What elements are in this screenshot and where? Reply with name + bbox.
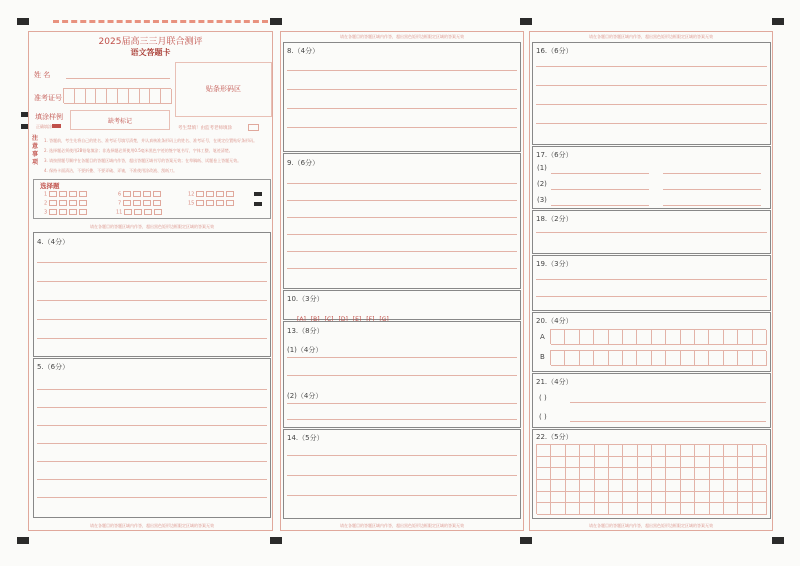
grid-cell[interactable]	[609, 480, 623, 492]
timing-mark	[21, 124, 28, 129]
grid-cell[interactable]	[709, 351, 723, 366]
grid-cell[interactable]	[666, 468, 680, 480]
grid-cell[interactable]	[695, 503, 709, 515]
answer-line[interactable]	[536, 279, 767, 280]
grid-cell[interactable]	[710, 503, 724, 515]
q-number: 6	[118, 191, 122, 198]
grid-cell[interactable]	[681, 492, 695, 504]
grid-cell[interactable]	[609, 457, 623, 469]
grid-cell[interactable]	[96, 89, 107, 104]
choice-row[interactable]	[116, 209, 164, 216]
notes-title: 注意事项	[32, 135, 39, 166]
answer-line[interactable]	[37, 407, 267, 408]
answer-line[interactable]	[37, 389, 267, 390]
grid-cell[interactable]	[537, 445, 551, 457]
exam-no-label: 准考证号	[34, 94, 62, 102]
grid-cell[interactable]	[623, 351, 637, 366]
char-grid[interactable]	[550, 329, 766, 344]
answer-line[interactable]	[287, 108, 517, 109]
grid-cell[interactable]	[595, 503, 609, 515]
grid-cell[interactable]	[724, 468, 738, 480]
grid-cell[interactable]	[566, 503, 580, 515]
grid-cell[interactable]	[594, 330, 608, 345]
grid-cell[interactable]	[710, 492, 724, 504]
grid-cell[interactable]	[566, 445, 580, 457]
question-label: 22.（5分）	[536, 433, 573, 441]
timing-mark	[21, 112, 28, 117]
grid-cell[interactable]	[551, 503, 565, 515]
answer-line[interactable]	[287, 475, 517, 476]
grid-cell[interactable]	[638, 445, 652, 457]
grid-cell[interactable]	[666, 503, 680, 515]
answer-line[interactable]	[37, 425, 267, 426]
grid-cell[interactable]	[566, 468, 580, 480]
grid-cell[interactable]	[595, 492, 609, 504]
answer-box-q5[interactable]	[33, 358, 271, 518]
grid-cell[interactable]	[738, 503, 752, 515]
option-bubble[interactable]: [E]	[352, 316, 362, 323]
q-number: 15	[188, 200, 195, 207]
q-number: 7	[118, 200, 122, 207]
grid-cell[interactable]	[710, 480, 724, 492]
grid-cell[interactable]	[637, 351, 651, 366]
answer-line[interactable]	[287, 89, 517, 90]
grid-cell[interactable]	[565, 351, 579, 366]
grid-cell[interactable]	[738, 480, 752, 492]
grid-cell[interactable]	[695, 330, 709, 345]
grid-cell[interactable]	[724, 445, 738, 457]
grid-cell[interactable]	[623, 445, 637, 457]
note-line: 3. 请按照题号顺序在各题目的答题区域内作答，超出答题区域书写的答案无效；在草稿纸、试题卷上答题无效。	[44, 158, 242, 163]
answer-line[interactable]	[287, 70, 517, 71]
question-label: 9.（6分）	[287, 159, 320, 167]
grid-cell[interactable]	[609, 492, 623, 504]
absent-bubble[interactable]	[248, 124, 259, 131]
boundary-notice: 请在各题目的答题区域内作答，超出黑色矩形边框限定区域的答案无效	[340, 34, 464, 39]
option-bubble[interactable]: [G]	[379, 316, 389, 323]
timing-mark	[270, 537, 282, 544]
grid-cell[interactable]	[637, 330, 651, 345]
grid-cell[interactable]	[638, 480, 652, 492]
answer-box-q16[interactable]	[532, 42, 771, 145]
answer-line[interactable]	[37, 497, 267, 498]
grid-cell[interactable]	[638, 492, 652, 504]
exam-no-grid[interactable]	[63, 88, 171, 103]
char-grid[interactable]	[550, 350, 766, 365]
grid-cell[interactable]	[710, 445, 724, 457]
question-label: 17.（6分）	[536, 151, 573, 159]
name-label: 姓 名	[34, 71, 51, 79]
answer-line[interactable]	[37, 319, 267, 320]
grid-cell[interactable]	[566, 492, 580, 504]
question-label: 20.（4分）	[536, 317, 573, 325]
grid-cell[interactable]	[580, 330, 594, 345]
grid-cell[interactable]	[695, 351, 709, 366]
grid-cell[interactable]	[595, 480, 609, 492]
note-line: 2. 选择题必须使用2B铅笔填涂；非选择题必须使用0.5毫米黑色字迹的签字笔书写，字体工整、笔迹清楚。	[44, 148, 233, 153]
grid-cell[interactable]	[738, 492, 752, 504]
answer-line[interactable]	[287, 251, 517, 252]
question-label: 14.（5分）	[287, 434, 324, 442]
answer-line[interactable]	[287, 217, 517, 218]
grid-cell[interactable]	[537, 503, 551, 515]
grid-cell[interactable]	[537, 492, 551, 504]
grid-cell[interactable]	[652, 351, 666, 366]
answer-line[interactable]	[287, 127, 517, 128]
grid-cell[interactable]	[609, 330, 623, 345]
bracket-blank: ( )	[539, 413, 547, 421]
grid-cell[interactable]	[738, 468, 752, 480]
grid-cell[interactable]	[107, 89, 118, 104]
timing-mark	[254, 192, 262, 196]
grid-cell[interactable]	[652, 468, 666, 480]
grid-cell[interactable]	[565, 330, 579, 345]
choice-row[interactable]	[188, 191, 236, 198]
grid-cell[interactable]	[681, 480, 695, 492]
grid-cell[interactable]	[652, 492, 666, 504]
sub-question-label: (2)	[537, 180, 547, 188]
answer-line[interactable]	[536, 232, 767, 233]
grid-cell[interactable]	[609, 445, 623, 457]
grid-cell[interactable]	[753, 503, 767, 515]
grid-cell[interactable]	[710, 457, 724, 469]
grid-cell[interactable]	[129, 89, 140, 104]
boundary-notice: 请在各题目的答题区域内作答，超出黑色矩形边框限定区域的答案无效	[90, 523, 214, 528]
answer-line[interactable]	[551, 189, 649, 190]
grid-cell[interactable]	[724, 457, 738, 469]
timing-mark	[772, 537, 784, 544]
grid-cell[interactable]	[161, 89, 172, 104]
sub-question-label: (2)（4分）	[287, 392, 323, 400]
answer-line[interactable]	[287, 183, 517, 184]
grid-cell[interactable]	[638, 503, 652, 515]
answer-line[interactable]	[287, 268, 517, 269]
grid-cell[interactable]	[551, 457, 565, 469]
timing-mark	[772, 18, 784, 25]
sub-question-label: (1)（4分）	[287, 346, 323, 354]
answer-line[interactable]	[287, 375, 517, 376]
question-label: 19.（3分）	[536, 260, 573, 268]
grid-cell[interactable]	[681, 445, 695, 457]
grid-cell[interactable]	[652, 457, 666, 469]
grid-cell[interactable]	[753, 480, 767, 492]
row-label: A	[540, 333, 545, 341]
choice-row[interactable]	[118, 191, 163, 198]
grid-cell[interactable]	[580, 492, 594, 504]
grid-cell[interactable]	[753, 468, 767, 480]
q-number: 3	[44, 209, 48, 216]
grid-cell[interactable]	[681, 503, 695, 515]
char-grid[interactable]	[536, 444, 766, 514]
option-bubble[interactable]: [F]	[366, 316, 375, 323]
notes-body	[44, 136, 270, 176]
grid-cell[interactable]	[86, 89, 97, 104]
grid-cell[interactable]	[580, 351, 594, 366]
grid-cell[interactable]	[118, 89, 129, 104]
grid-cell[interactable]	[753, 330, 767, 345]
grid-cell[interactable]	[738, 445, 752, 457]
grid-cell[interactable]	[724, 503, 738, 515]
sub-question-label: (3)	[537, 196, 547, 204]
bracket-blank: ( )	[539, 394, 547, 402]
grid-cell[interactable]	[580, 445, 594, 457]
timing-mark	[520, 537, 532, 544]
answer-line[interactable]	[536, 66, 767, 67]
grid-cell[interactable]	[638, 468, 652, 480]
answer-line[interactable]	[663, 173, 761, 174]
timing-mark	[17, 18, 29, 25]
sheet-title: 2025届高三三月联合测评	[98, 37, 203, 47]
option-bubble[interactable]: [C]	[324, 316, 334, 323]
grid-cell[interactable]	[681, 351, 695, 366]
answer-line[interactable]	[287, 419, 517, 420]
grid-cell[interactable]	[609, 351, 623, 366]
grid-cell[interactable]	[666, 445, 680, 457]
grid-cell[interactable]	[623, 457, 637, 469]
answer-line[interactable]	[287, 200, 517, 201]
grid-cell[interactable]	[695, 468, 709, 480]
answer-line[interactable]	[570, 402, 766, 403]
timing-mark	[520, 18, 532, 25]
choice-row[interactable]	[44, 209, 89, 216]
name-field[interactable]	[66, 78, 170, 79]
answer-line[interactable]	[551, 173, 649, 174]
grid-cell[interactable]	[695, 480, 709, 492]
grid-cell[interactable]	[623, 330, 637, 345]
timing-mark	[254, 202, 262, 206]
answer-line[interactable]	[287, 455, 517, 456]
option-bubble[interactable]: [B]	[310, 316, 320, 323]
choice-row[interactable]	[44, 200, 89, 207]
option-bubble[interactable]: [A]	[297, 316, 306, 323]
grid-cell[interactable]	[595, 457, 609, 469]
grid-cell[interactable]	[609, 468, 623, 480]
grid-cell[interactable]	[551, 445, 565, 457]
header-dashes	[53, 20, 268, 23]
answer-line[interactable]	[287, 495, 517, 496]
answer-line[interactable]	[37, 479, 267, 480]
choice-row[interactable]	[118, 200, 163, 207]
grid-cell[interactable]	[595, 468, 609, 480]
question-label: 18.（2分）	[536, 215, 573, 223]
question-label: 10.（3分）	[287, 295, 324, 303]
grid-cell[interactable]	[652, 445, 666, 457]
grid-cell[interactable]	[681, 468, 695, 480]
grid-cell[interactable]	[652, 330, 666, 345]
grid-cell[interactable]	[666, 457, 680, 469]
answer-line[interactable]	[663, 205, 761, 206]
choice-row[interactable]	[44, 191, 89, 198]
answer-line[interactable]	[37, 461, 267, 462]
grid-cell[interactable]	[537, 480, 551, 492]
grid-cell[interactable]	[738, 330, 752, 345]
question-label: 16.（6分）	[536, 47, 573, 55]
grid-cell[interactable]	[695, 445, 709, 457]
grid-cell[interactable]	[652, 503, 666, 515]
grid-cell[interactable]	[623, 468, 637, 480]
grid-cell[interactable]	[551, 468, 565, 480]
answer-line[interactable]	[536, 296, 767, 297]
sheet-subtitle: 语文答题卡	[130, 48, 171, 57]
q-number: 1	[44, 191, 48, 198]
note-line: 4. 保持卡面清洁，不要折叠、不要弄破、弄皱，不准使用涂改液、刮纸刀。	[44, 168, 178, 173]
example-sub: 正确填涂	[36, 124, 52, 129]
row-label: B	[540, 353, 545, 361]
grid-cell[interactable]	[551, 480, 565, 492]
q-number: 2	[44, 200, 48, 207]
answer-line[interactable]	[536, 104, 767, 105]
absent-text: 考生禁填！由监考老师填涂	[178, 126, 232, 131]
timing-mark	[270, 18, 282, 25]
grid-cell[interactable]	[566, 457, 580, 469]
question-label: 21.（4分）	[536, 378, 573, 386]
choice-row[interactable]	[188, 200, 236, 207]
boundary-notice: 请在各题目的答题区域内作答，超出黑色矩形边框限定区域的答案无效	[340, 523, 464, 528]
answer-line[interactable]	[663, 189, 761, 190]
answer-line[interactable]	[570, 421, 766, 422]
sub-question-label: (1)	[537, 164, 547, 172]
grid-cell[interactable]	[551, 492, 565, 504]
grid-cell[interactable]	[638, 457, 652, 469]
grid-cell[interactable]	[140, 89, 151, 104]
boundary-notice: 请在各题目的答题区域内作答，超出黑色矩形边框限定区域的答案无效	[589, 523, 713, 528]
grid-cell[interactable]	[623, 492, 637, 504]
q-number: 11	[116, 209, 123, 216]
answer-line[interactable]	[536, 85, 767, 86]
q-number: 12	[188, 191, 195, 198]
grid-cell[interactable]	[738, 457, 752, 469]
grid-cell[interactable]	[710, 468, 724, 480]
answer-line[interactable]	[551, 205, 649, 206]
note-line: 1. 答题前，考生先将自己的姓名、准考证号填写清楚，并认真核准条形码上的姓名、准考证号，在规定位置贴好条形码。	[44, 138, 258, 143]
answer-line[interactable]	[287, 357, 517, 358]
answer-line[interactable]	[37, 262, 267, 263]
answer-line[interactable]	[287, 234, 517, 235]
answer-line[interactable]	[37, 281, 267, 282]
answer-box-q8[interactable]	[283, 42, 521, 152]
missing-label: 缺考标记	[107, 118, 132, 125]
grid-cell[interactable]	[537, 457, 551, 469]
grid-cell[interactable]	[695, 492, 709, 504]
grid-cell[interactable]	[681, 330, 695, 345]
example-label: 填涂样例	[35, 113, 63, 121]
grid-cell[interactable]	[753, 492, 767, 504]
grid-cell[interactable]	[623, 503, 637, 515]
grid-cell[interactable]	[551, 330, 565, 345]
answer-line[interactable]	[287, 403, 517, 404]
answer-line[interactable]	[37, 443, 267, 444]
grid-cell[interactable]	[594, 351, 608, 366]
grid-cell[interactable]	[666, 351, 680, 366]
grid-cell[interactable]	[623, 480, 637, 492]
grid-cell[interactable]	[709, 330, 723, 345]
grid-cell[interactable]	[580, 480, 594, 492]
question-label: 13.（8分）	[287, 327, 324, 335]
grid-cell[interactable]	[566, 480, 580, 492]
grid-cell[interactable]	[753, 351, 767, 366]
grid-cell[interactable]	[609, 503, 623, 515]
grid-cell[interactable]	[695, 457, 709, 469]
grid-cell[interactable]	[681, 457, 695, 469]
grid-cell[interactable]	[595, 445, 609, 457]
question-label: 5.（6分）	[37, 363, 70, 371]
grid-cell[interactable]	[666, 480, 680, 492]
answer-line[interactable]	[37, 338, 267, 339]
grid-cell[interactable]	[652, 480, 666, 492]
timing-mark	[17, 537, 29, 544]
grid-cell[interactable]	[580, 468, 594, 480]
grid-cell[interactable]	[724, 351, 738, 366]
grid-cell[interactable]	[64, 89, 75, 104]
grid-cell[interactable]	[580, 503, 594, 515]
answer-line[interactable]	[536, 123, 767, 124]
grid-cell[interactable]	[753, 445, 767, 457]
filled-bubble-example	[52, 124, 61, 128]
grid-cell[interactable]	[551, 351, 565, 366]
grid-cell[interactable]	[724, 480, 738, 492]
grid-cell[interactable]	[753, 457, 767, 469]
grid-cell[interactable]	[75, 89, 86, 104]
boundary-notice: 请在各题目的答题区域内作答，超出黑色矩形边框限定区域的答案无效	[90, 224, 214, 229]
grid-cell[interactable]	[724, 492, 738, 504]
barcode-label: 贴条形码区	[206, 85, 241, 93]
question-label: 4.（4分）	[37, 238, 70, 246]
choice-title: 选择题	[40, 182, 60, 190]
grid-cell[interactable]	[666, 330, 680, 345]
grid-cell[interactable]	[537, 468, 551, 480]
grid-cell[interactable]	[666, 492, 680, 504]
option-bubble[interactable]: [D]	[338, 316, 348, 323]
answer-line[interactable]	[37, 300, 267, 301]
grid-cell[interactable]	[150, 89, 161, 104]
grid-cell[interactable]	[724, 330, 738, 345]
question-label: 8.（4分）	[287, 47, 320, 55]
grid-cell[interactable]	[738, 351, 752, 366]
grid-cell[interactable]	[580, 457, 594, 469]
boundary-notice: 请在各题目的答题区域内作答，超出黑色矩形边框限定区域的答案无效	[589, 34, 713, 39]
